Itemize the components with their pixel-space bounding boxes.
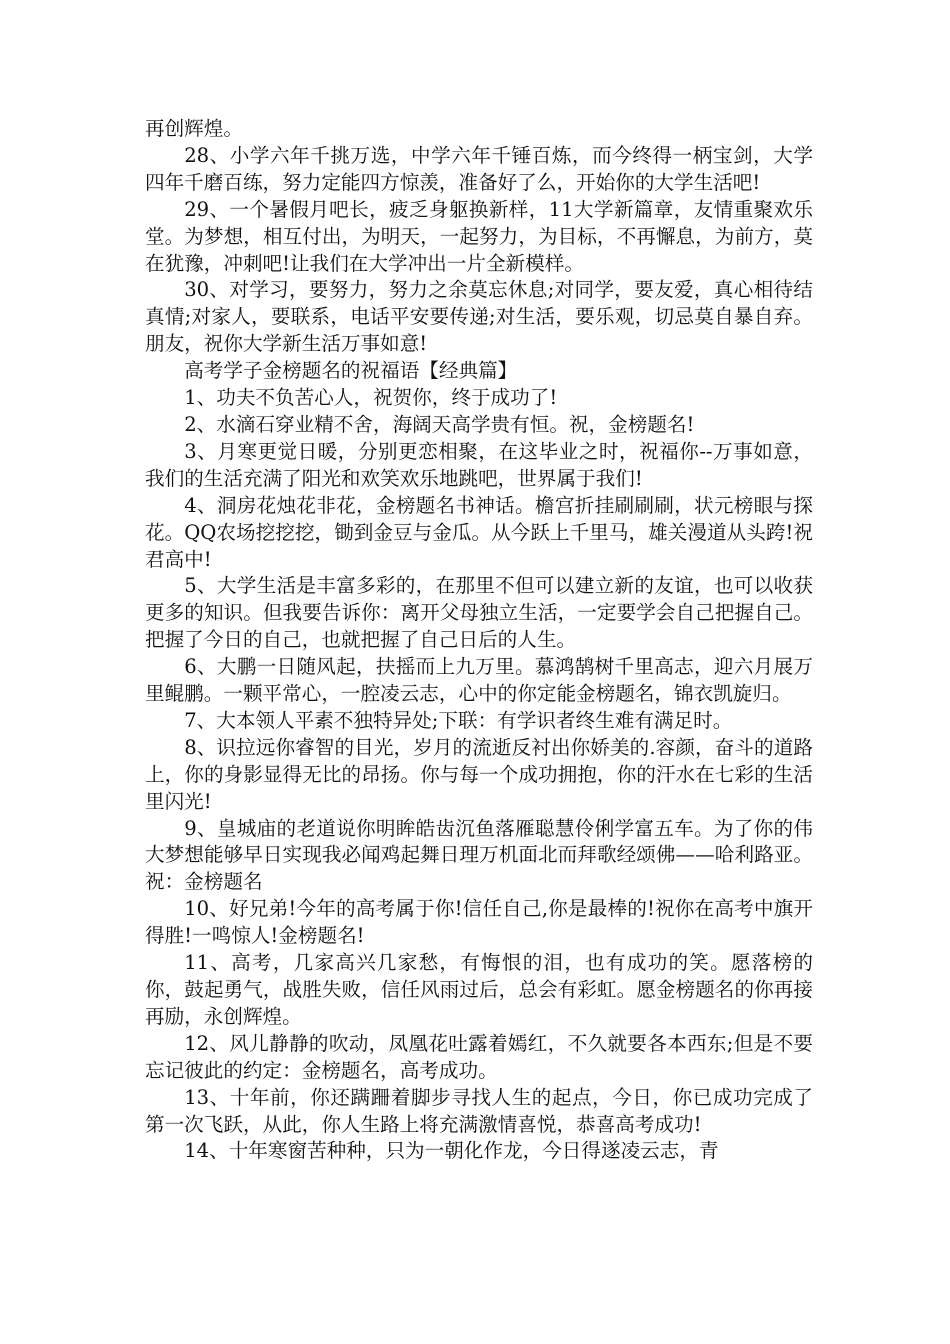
paragraph: 6、大鹏一日随风起，扶摇而上九万里。慕鸿鹄树千里高志，迎六月展万里鲲鹏。一颗平常心，一腔凌云志，心中的你定能金榜题名，锦衣凯旋归。 — [145, 655, 813, 706]
paragraph: 1、功夫不负苦心人，祝贺你，终于成功了! — [184, 386, 558, 410]
paragraph: 11、高考，几家高兴几家愁，有悔恨的泪，也有成功的笑。愿落榜的你，鼓起勇气，战胜失败，信任风雨过后，总会有彩虹。愿金榜题名的你再接再励，永创辉煌。 — [145, 951, 813, 1028]
paragraph: 8、识拉远你睿智的目光，岁月的流逝反衬出你娇美的.容颜，奋斗的道路上，你的身影显得无比的昂扬。你与每一个成功拥抱，你的汗水在七彩的生活里闪光! — [145, 735, 813, 813]
document-body — [145, 116, 813, 1165]
paragraph: 5、大学生活是丰富多彩的，在那里不但可以建立新的友谊，也可以收获更多的知识。但我要告诉你：离开父母独立生活，一定要学会自己把握自己。把握了今日的自己，也就把握了自己日后的人生。 — [145, 574, 813, 652]
paragraph: 3、月寒更觉日暖，分别更恋相聚，在这毕业之时，祝福你--万事如意，我们的生活充满了阳光和欢笑欢乐地跳吧，世界属于我们! — [145, 439, 813, 490]
paragraph: 13、十年前，你还蹒跚着脚步寻找人生的起点，今日，你已成功完成了第一次飞跃，从此，你人生路上将充满激情喜悦，恭喜高考成功! — [145, 1085, 813, 1136]
paragraph: 14、十年寒窗苦种种，只为一朝化作龙，今日得遂凌云志，青 — [184, 1139, 719, 1163]
paragraph: 9、皇城庙的老道说你明眸皓齿沉鱼落雁聪慧伶俐学富五车。为了你的伟大梦想能够早日实现我必闻鸡起舞日理万机面北而拜歌经颂佛——哈利路亚。祝：金榜题名 — [145, 816, 813, 894]
paragraph: 7、大本领人平素不独特异处;下联：有学识者终生难有满足时。 — [184, 708, 733, 732]
paragraph: 12、风儿静静的吹动，凤凰花吐露着嫣红，不久就要各本西东;但是不要忘记彼此的约定：金榜题名，高考成功。 — [145, 1031, 813, 1082]
paragraph: 28、小学六年千挑万选，中学六年千锤百炼，而今终得一柄宝剑，大学四年千磨百练，努力定能四方惊羡，准备好了么，开始你的大学生活吧! — [145, 143, 813, 194]
paragraph-continuation: 再创辉煌。 — [145, 117, 243, 140]
paragraph: 10、好兄弟!今年的高考属于你!信任自己,你是最棒的!祝你在高考中旗开得胜!一鸣惊人!金榜题名! — [145, 897, 813, 948]
section-heading: 高考学子金榜题名的祝福语【经典篇】 — [184, 359, 518, 383]
paragraph: 29、一个暑假月吧长，疲乏身躯换新样，11大学新篇章，友情重聚欢乐堂。为梦想，相互付出，为明天，一起努力，为目标，不再懈息，为前方，莫在犹豫，冲刺吧!让我们在大学冲出一片全新模样。 — [145, 197, 813, 275]
paragraph: 4、洞房花烛花非花，金榜题名书神话。檐宫折挂刷刷刷，状元榜眼与探花。QQ农场挖挖挖，锄到金豆与金瓜。从今跃上千里马，雄关漫道从头跨!祝君高中! — [145, 493, 813, 571]
paragraph: 2、水滴石穿业精不舍，海阔天高学贵有恒。祝，金榜题名! — [184, 412, 695, 436]
paragraph: 30、对学习，要努力，努力之余莫忘休息;对同学，要友爱，真心相待结真情;对家人，要联系，电话平安要传递;对生活，要乐观，切忌莫自暴自弃。朋友，祝你大学新生活万事如意! — [145, 278, 813, 356]
